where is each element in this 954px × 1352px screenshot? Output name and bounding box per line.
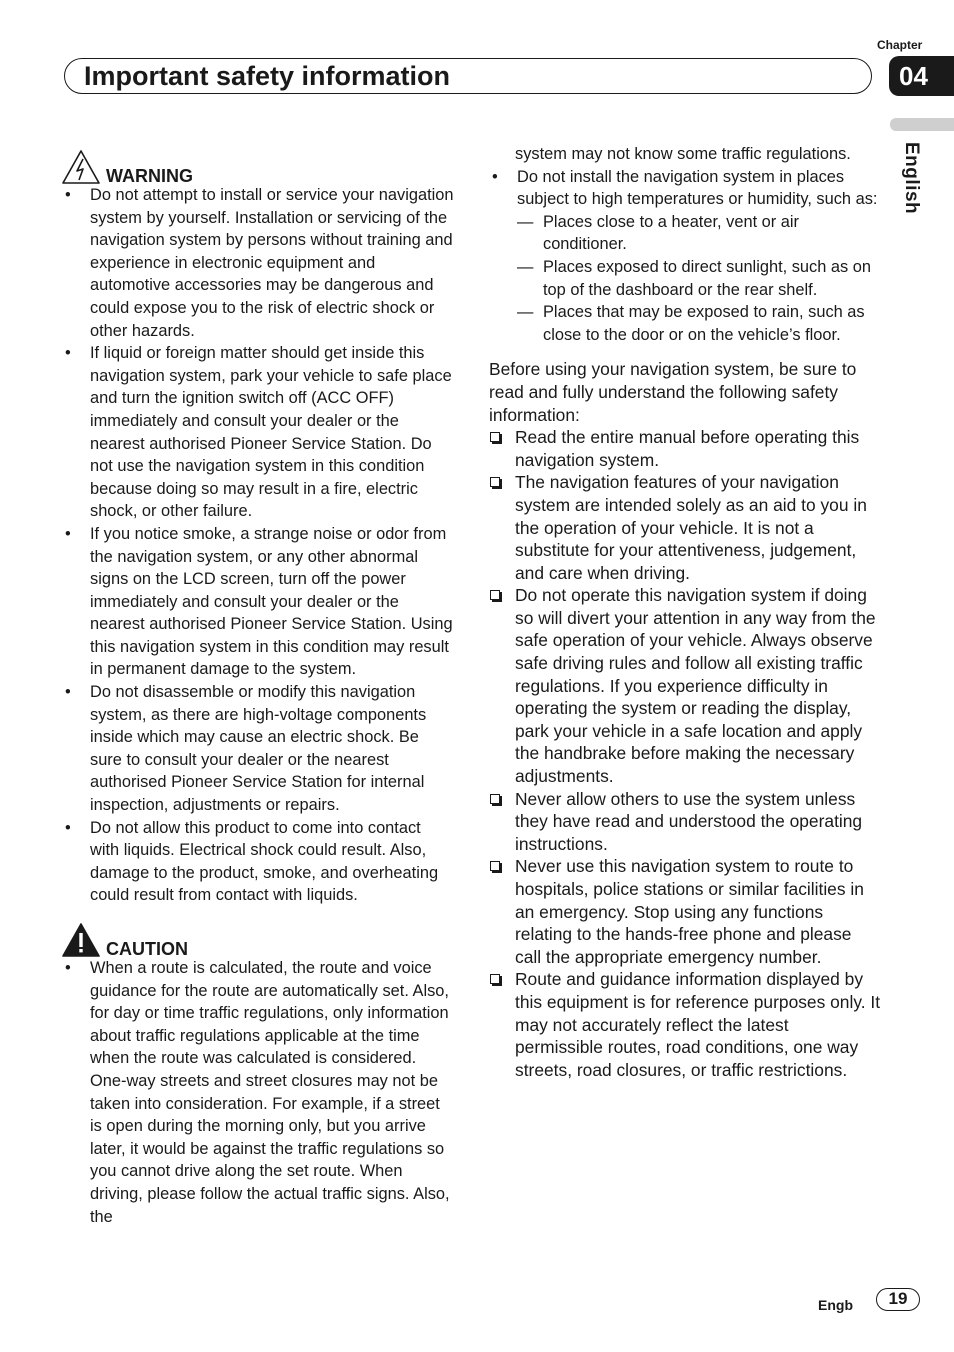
list-item-text: Do not install the navigation system in places subject to high temperatures or humidity, such as: xyxy=(517,167,878,209)
list-item xyxy=(489,426,881,471)
caution-list xyxy=(62,957,454,1228)
sub-list-item: — Places that may be exposed to rain, such as close to the door or on the vehicle’s floor. xyxy=(517,301,881,346)
list-item-text: Never allow others to use the system unless they have read and understood the operating instructions. xyxy=(515,788,863,854)
checkbox-bullet-icon xyxy=(490,861,500,871)
sub-list-item: — Places close to a heater, vent or air conditioner. xyxy=(517,211,881,256)
caution-heading: CAUTION xyxy=(106,939,188,959)
safety-list xyxy=(489,426,881,1081)
list-item: • If you notice smoke, a strange noise or odor from the navigation system, or any other abnormal signs on the LCD screen, turn off the power immediately and consult your dealer or the nearest authorised Pioneer Service Station. Using this navigation system in this condition may result in permanent damage to the system. xyxy=(62,523,454,681)
checkbox-bullet-icon xyxy=(490,590,500,600)
footer-language-code: Engb xyxy=(818,1297,853,1313)
sub-list-item: — Places exposed to direct sunlight, such as on top of the dashboard or the rear shelf. xyxy=(517,256,881,301)
right-column xyxy=(489,143,881,1081)
caution-heading-row xyxy=(62,923,454,957)
list-item xyxy=(489,968,881,1081)
list-item: • When a route is calculated, the route and voice guidance for the route are automatically set. Also, for day or time traffic regulations, only information about traffic regulations applicable at the time when the route was calculated is considered. One-way streets and street closures may not be taken into consideration. For example, if a street is open during the morning only, but you arrive later, it would be against the traffic regulations so you cannot drive along the set route. When driving, please follow the actual traffic signs. Also, the xyxy=(62,957,454,1228)
electric-hazard-warning-icon xyxy=(62,150,100,184)
checkbox-bullet-icon xyxy=(490,432,500,442)
list-item-text: Do not operate this navigation system if doing so will divert your attention in any way from the safe operation of your vehicle. Always observe safe driving rules and follow all existing traffic regulations. If you experience difficulty in operating the system or reading the display, park your vehicle in a safe location and apply the handbrake before making the necessary adjustments. xyxy=(515,585,876,787)
list-item-text: Read the entire manual before operating this navigation system. xyxy=(515,427,860,470)
safety-intro: Before using your navigation system, be sure to read and fully understand the following safety information: xyxy=(489,359,857,425)
chapter-number-badge: 04 xyxy=(889,56,954,96)
caution-list-continued xyxy=(489,166,881,347)
warning-heading-row xyxy=(62,150,454,184)
list-item xyxy=(489,855,881,968)
list-item xyxy=(489,584,881,787)
caution-item-continuation: system may not know some traffic regulations. xyxy=(515,145,851,163)
list-item xyxy=(489,471,881,584)
language-tab-label: English xyxy=(901,142,922,215)
list-item xyxy=(489,166,881,347)
list-item: • Do not disassemble or modify this navigation system, as there are high-voltage components inside which may cause an electric shock. Be sure to consult your dealer or the nearest authorised Pioneer Service Station for internal inspection, adjustments or repairs. xyxy=(62,681,454,817)
list-item: • Do not attempt to install or service your navigation system by yourself. Installation or servicing of the navigation system by persons without training and experience in electronic equipment and automotive accessories may be dangerous and could expose you to the risk of electric shock or other hazards. xyxy=(62,184,454,342)
page-title: Important safety information xyxy=(84,61,451,91)
list-item: • If liquid or foreign matter should get inside this navigation system, park your vehicle to safe place and turn the ignition switch off (ACC OFF) immediately and consult your dealer or the nearest authorised Pioneer Service Station. Do not use the navigation system in this condition because doing so may result in a fire, electric shock, or other failure. xyxy=(62,342,454,523)
sub-list xyxy=(517,211,881,347)
warning-heading: WARNING xyxy=(106,166,193,186)
page-number: 19 xyxy=(876,1288,920,1311)
list-item-text: Route and guidance information displayed by this equipment is for reference purposes only. It may not accurately reflect the latest permissible routes, road conditions, one way streets, road closures, or traffic restrictions. xyxy=(515,969,881,1080)
language-tab-bar xyxy=(890,118,954,131)
checkbox-bullet-icon xyxy=(490,794,500,804)
list-item: • Do not allow this product to come into contact with liquids. Electrical shock could result. Also, damage to the product, smoke, and overheating could result from contact with liquids. xyxy=(62,817,454,907)
list-item-text: Never use this navigation system to route to hospitals, police stations or similar facilities in an emergency. Stop using any functions relating to the hands-free phone and please call the appropriate emergency number. xyxy=(515,856,864,967)
left-column xyxy=(62,150,454,1228)
checkbox-bullet-icon xyxy=(490,477,500,487)
warning-list xyxy=(62,184,454,907)
list-item-text: The navigation features of your navigation system are intended solely as an aid to you in the operation of your vehicle. It is not a substitute for your attentiveness, judgement, and care when driving. xyxy=(515,472,867,583)
caution-exclamation-icon xyxy=(62,923,100,957)
checkbox-bullet-icon xyxy=(490,974,500,984)
list-item xyxy=(489,788,881,856)
chapter-label: Chapter xyxy=(877,38,923,52)
